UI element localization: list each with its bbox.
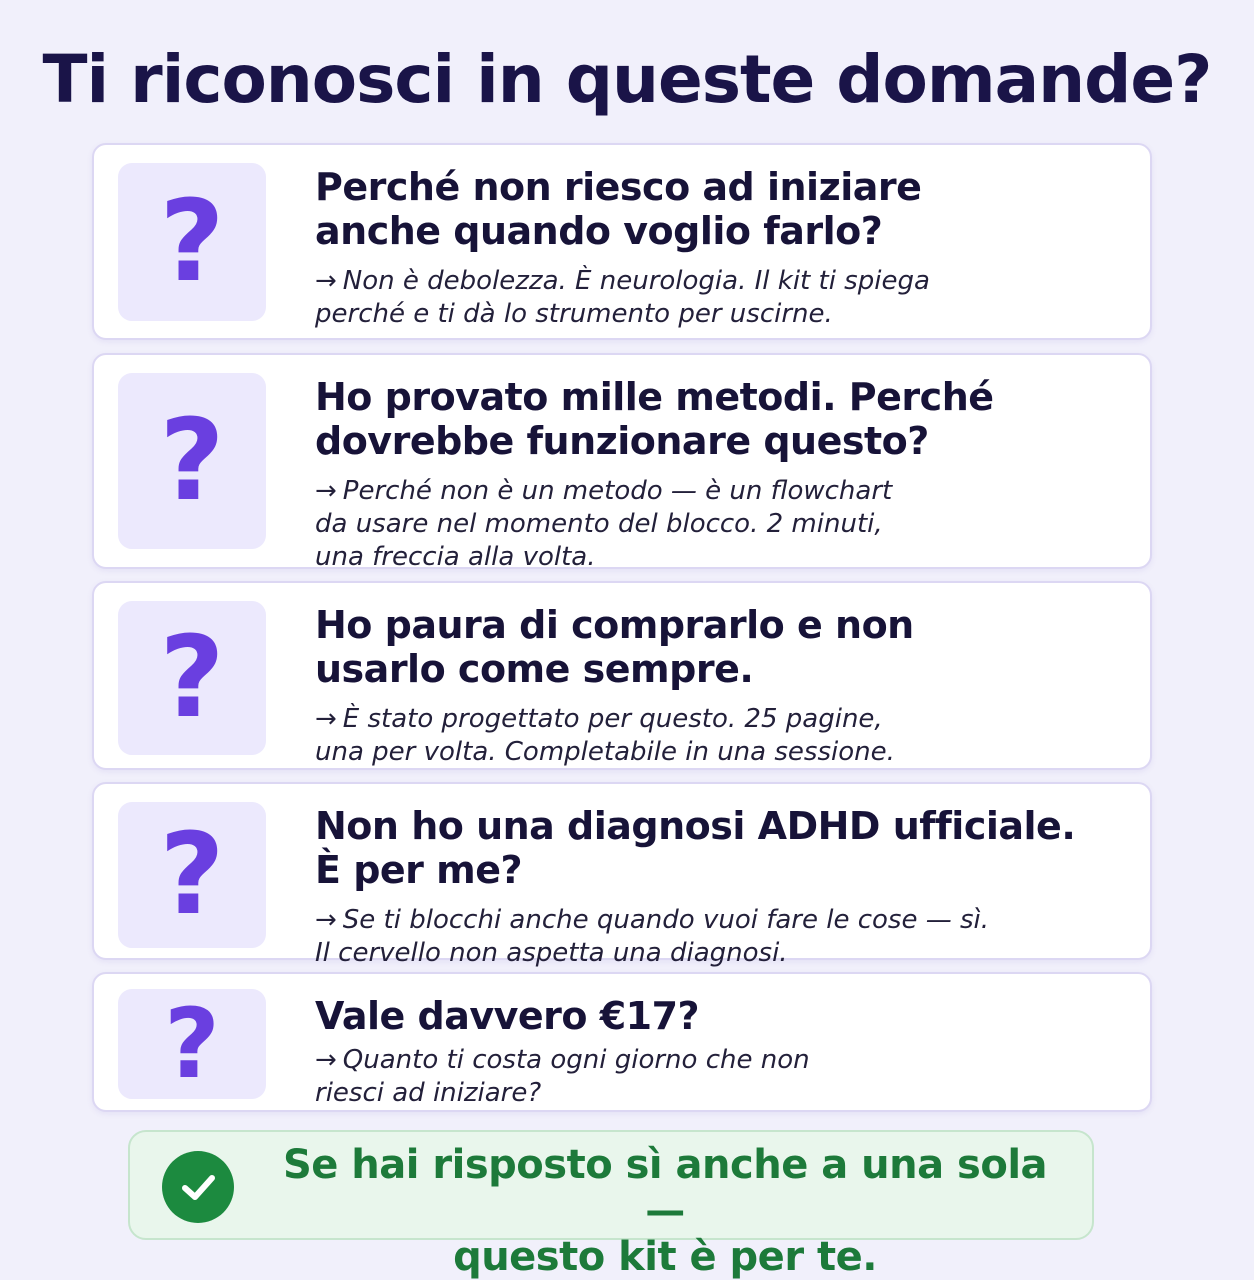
faq-question: Non ho una diagnosi ADHD ufficiale. È per me? (315, 804, 1076, 892)
banner-line-2: questo kit è per te. (453, 1234, 877, 1280)
faq-answer: → È stato progettato per questo. 25 pagine, una per volta. Completabile in una sessione. (315, 704, 895, 767)
faq-card-3 (92, 581, 1152, 770)
faq-card-4 (92, 782, 1152, 968)
question-mark-icon: ? (118, 802, 266, 948)
arrow-icon: → (315, 905, 337, 935)
faq-question: Ho provato mille metodi. Perché dovrebbe funzionare questo? (315, 375, 994, 463)
faq-question: Ho paura di comprarlo e non usarlo come sempre. (315, 603, 914, 691)
faq-card-2 (92, 353, 1152, 572)
faq-card-5 (92, 972, 1152, 1112)
check-circle-icon (162, 1151, 234, 1223)
question-mark-icon: ? (118, 989, 266, 1099)
faq-question: Perché non riesco ad iniziare anche quando voglio farlo? (315, 165, 922, 253)
arrow-icon: → (315, 266, 337, 296)
conclusion-banner (128, 1130, 1094, 1280)
banner-text (260, 1142, 1070, 1280)
faq-card-1 (92, 143, 1152, 340)
arrow-icon: → (315, 704, 337, 734)
faq-answer: → Non è debolezza. È neurologia. Il kit ti spiega perché e ti dà lo strumento per uscirne. (315, 266, 930, 329)
arrow-icon: → (315, 476, 337, 506)
faq-answer: → Se ti blocchi anche quando vuoi fare le cose — sì. Il cervello non aspetta una diagnosi. (315, 905, 990, 968)
page-title: Ti riconosci in queste domande? (42, 41, 1212, 118)
question-mark-icon: ? (118, 373, 266, 549)
question-mark-icon: ? (118, 163, 266, 321)
faq-answer: → Perché non è un metodo — è un flowchart da usare nel momento del blocco. 2 minuti, una freccia alla volta. (315, 476, 893, 572)
question-mark-icon: ? (118, 601, 266, 755)
faq-question: Vale davvero €17? (315, 994, 700, 1038)
arrow-icon: → (315, 1045, 337, 1075)
banner-line-1: Se hai risposto sì anche a una sola — (282, 1142, 1048, 1234)
faq-answer: → Quanto ti costa ogni giorno che non riesci ad iniziare? (315, 1045, 810, 1108)
